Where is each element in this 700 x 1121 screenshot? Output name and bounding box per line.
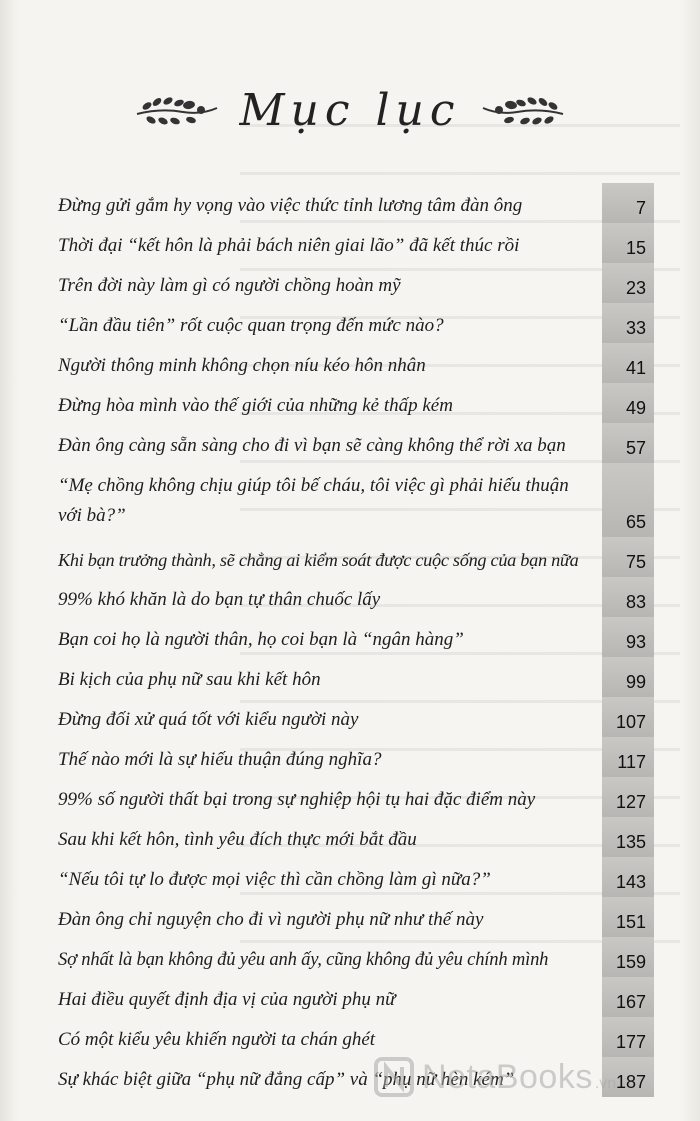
toc-page-number: 65 bbox=[602, 463, 654, 537]
toc-entry-title: Có một kiểu yêu khiến người ta chán ghét bbox=[58, 1029, 376, 1050]
toc-entry-title: 99% khó khăn là do bạn tự thân chuốc lấy bbox=[58, 589, 381, 610]
toc-page-number: 135 bbox=[602, 817, 654, 857]
toc-page-number: 127 bbox=[602, 777, 654, 817]
toc-entry-title: Bi kịch của phụ nữ sau khi kết hôn bbox=[58, 669, 321, 690]
toc-entry[interactable] bbox=[58, 577, 654, 617]
toc-page-number: 151 bbox=[602, 897, 654, 937]
toc-entry-title: “Mẹ chồng không chịu giúp tôi bế cháu, tôi việc gì phải hiếu thuận với bà?” bbox=[58, 475, 569, 526]
toc-entry[interactable] bbox=[58, 1017, 654, 1057]
toc-entry-title: Sợ nhất là bạn không đủ yêu anh ấy, cũng không đủ yêu chính mình bbox=[58, 949, 549, 970]
toc-entry[interactable] bbox=[58, 383, 654, 423]
toc-title: Mục lục bbox=[239, 84, 461, 136]
toc-page-number: 23 bbox=[602, 263, 654, 303]
toc-entry[interactable] bbox=[58, 737, 654, 777]
netabooks-logo-icon bbox=[372, 1055, 416, 1099]
toc-page-number: 159 bbox=[602, 937, 654, 977]
toc-entry-title: Bạn coi họ là người thân, họ coi bạn là “ngân hàng” bbox=[58, 629, 464, 650]
toc-entry-title: Sự khác biệt giữa “phụ nữ đẳng cấp” và “phụ nữ hèn kém” bbox=[58, 1069, 515, 1090]
toc-entry-title: Đừng đối xử quá tốt với kiểu người này bbox=[58, 709, 359, 730]
toc-page-number: 15 bbox=[602, 223, 654, 263]
toc-header bbox=[0, 70, 700, 150]
toc-entry-title: “Nếu tôi tự lo được mọi việc thì cần chồng làm gì nữa?” bbox=[58, 869, 491, 890]
toc-entry-title: Khi bạn trưởng thành, sẽ chẳng ai kiểm soát được cuộc sống của bạn nữa bbox=[58, 550, 579, 570]
toc-entry[interactable] bbox=[58, 463, 654, 537]
toc-entry-title: Trên đời này làm gì có người chồng hoàn mỹ bbox=[58, 275, 401, 296]
toc-entry-title: Đừng hòa mình vào thế giới của những kẻ thấp kém bbox=[58, 395, 453, 416]
right-floral-ornament-icon bbox=[479, 88, 569, 132]
netabooks-watermark bbox=[372, 1052, 700, 1102]
left-floral-ornament-icon bbox=[131, 88, 221, 132]
watermark-suffix: .vn bbox=[594, 1075, 617, 1092]
toc-entry[interactable] bbox=[58, 183, 654, 223]
toc-page-number: 33 bbox=[602, 303, 654, 343]
toc-page-number: 117 bbox=[602, 737, 654, 777]
toc-entry[interactable] bbox=[58, 617, 654, 657]
toc-entry[interactable] bbox=[58, 697, 654, 737]
toc-entry[interactable] bbox=[58, 817, 654, 857]
toc-page-number: 143 bbox=[602, 857, 654, 897]
toc-page-number: 49 bbox=[602, 383, 654, 423]
toc-entry-title: Người thông minh không chọn níu kéo hôn nhân bbox=[58, 355, 426, 376]
toc-entry[interactable] bbox=[58, 537, 654, 577]
table-of-contents bbox=[58, 183, 654, 1097]
toc-entry-title: Thế nào mới là sự hiếu thuận đúng nghĩa? bbox=[58, 749, 382, 770]
toc-page-number: 167 bbox=[602, 977, 654, 1017]
toc-entry-title: Thời đại “kết hôn là phải bách niên giai lão” đã kết thúc rồi bbox=[58, 235, 520, 256]
toc-entry[interactable] bbox=[58, 977, 654, 1017]
toc-page-number: 7 bbox=[602, 183, 654, 223]
toc-page-number: 41 bbox=[602, 343, 654, 383]
toc-page-number: 83 bbox=[602, 577, 654, 617]
toc-entry[interactable] bbox=[58, 657, 654, 697]
toc-entry-title: “Lần đầu tiên” rốt cuộc quan trọng đến mức nào? bbox=[58, 315, 444, 336]
toc-entry[interactable] bbox=[58, 223, 654, 263]
toc-entry[interactable] bbox=[58, 303, 654, 343]
watermark-brand: NetaBooks bbox=[422, 1057, 593, 1096]
toc-entry[interactable] bbox=[58, 857, 654, 897]
toc-page-number: 99 bbox=[602, 657, 654, 697]
toc-page-number: 75 bbox=[602, 537, 654, 577]
toc-entry[interactable] bbox=[58, 897, 654, 937]
toc-entry[interactable] bbox=[58, 343, 654, 383]
toc-entry[interactable] bbox=[58, 777, 654, 817]
toc-entry-title: Đàn ông càng sẵn sàng cho đi vì bạn sẽ càng không thể rời xa bạn bbox=[58, 435, 566, 456]
toc-entry-title: Sau khi kết hôn, tình yêu đích thực mới bắt đầu bbox=[58, 829, 417, 850]
toc-page-number: 57 bbox=[602, 423, 654, 463]
toc-page-number: 187 bbox=[602, 1057, 654, 1097]
toc-page-number: 107 bbox=[602, 697, 654, 737]
toc-entry-title: Hai điều quyết định địa vị của người phụ nữ bbox=[58, 989, 396, 1010]
toc-entry-title: Đàn ông chỉ nguyện cho đi vì người phụ nữ như thế này bbox=[58, 909, 484, 930]
toc-entry-title: 99% số người thất bại trong sự nghiệp hội tụ hai đặc điểm này bbox=[58, 789, 536, 810]
toc-entry[interactable] bbox=[58, 263, 654, 303]
toc-entry-title: Đừng gửi gắm hy vọng vào việc thức tỉnh lương tâm đàn ông bbox=[58, 195, 523, 216]
toc-page-number: 177 bbox=[602, 1017, 654, 1057]
toc-entry[interactable] bbox=[58, 937, 654, 977]
toc-entry[interactable] bbox=[58, 423, 654, 463]
toc-page-number: 93 bbox=[602, 617, 654, 657]
